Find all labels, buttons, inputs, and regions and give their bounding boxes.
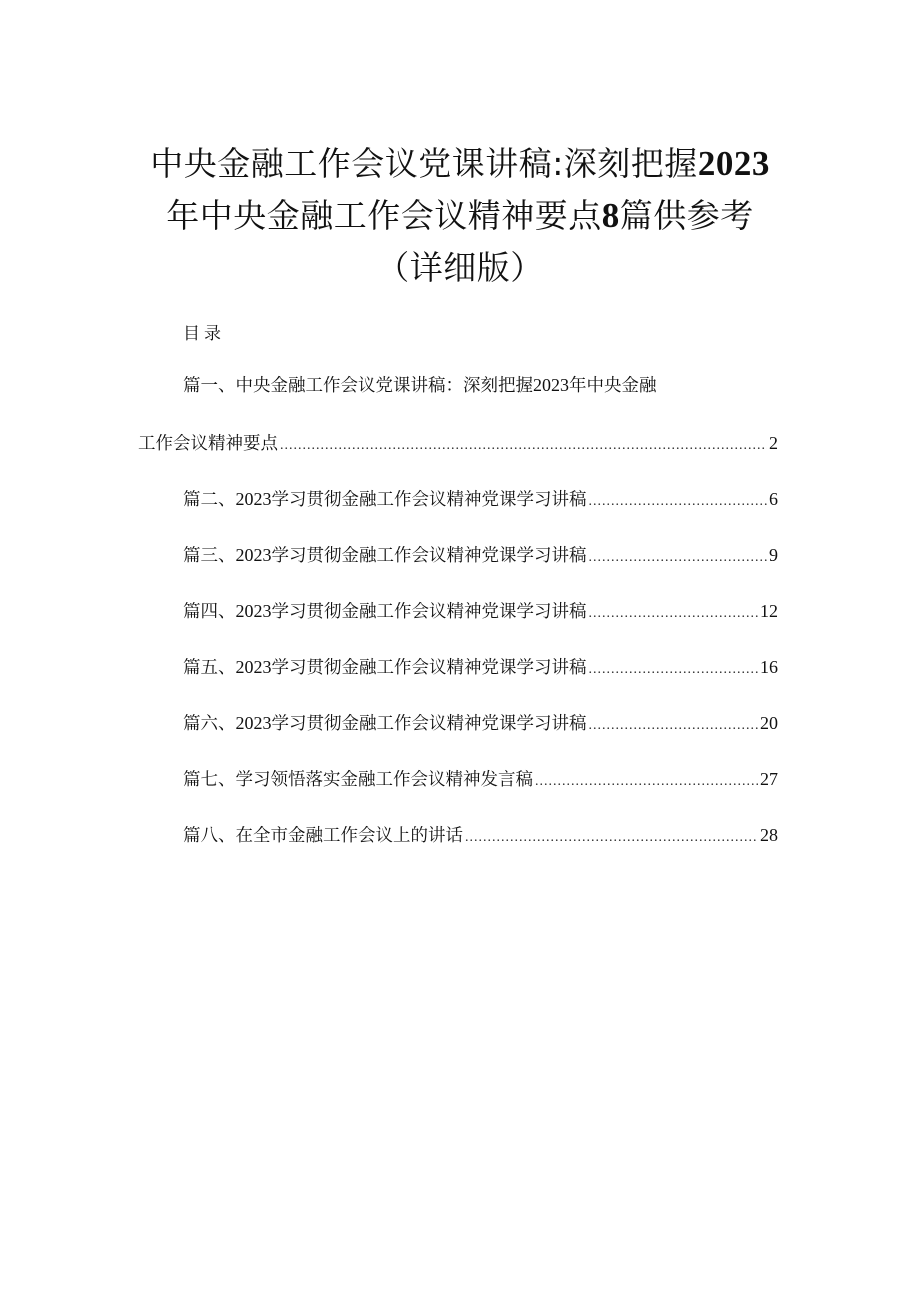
toc-item-label: 学习贯彻金融工作会议精神党课学习讲稿	[271, 658, 587, 678]
toc-item-year: 2023	[235, 713, 272, 733]
toc-item-label-group	[183, 486, 587, 511]
toc-item-year: 2023	[533, 375, 569, 395]
title-text: 中央金融工作会议党课讲稿:深刻把握	[150, 144, 698, 183]
toc-item-year: 2023	[235, 657, 272, 677]
toc-item-page: 20	[760, 713, 778, 733]
toc-item-page: 2	[769, 433, 778, 453]
toc-item-page: 6	[769, 489, 778, 509]
toc-item-prefix: 篇三、	[183, 546, 236, 566]
toc-item-prefix: 篇八、	[183, 826, 236, 846]
toc-item[interactable]	[183, 710, 778, 735]
toc-item[interactable]	[183, 598, 778, 623]
document-title	[120, 138, 800, 294]
toc-item-year: 2023	[235, 545, 272, 565]
toc-item-label-group	[183, 654, 587, 679]
toc-item[interactable]	[183, 542, 778, 567]
toc-item-label: 学习领悟落实金融工作会议精神发言稿	[235, 770, 533, 790]
toc-item-label-group	[183, 542, 587, 567]
toc-item-prefix: 篇四、	[183, 602, 236, 622]
toc-item[interactable]	[183, 766, 778, 791]
title-text: 篇供参考	[619, 196, 754, 235]
toc-item-prefix: 篇五、	[183, 658, 236, 678]
toc-item-page: 9	[769, 545, 778, 565]
title-number: 2023	[697, 144, 770, 183]
toc-item-page: 12	[760, 601, 778, 621]
toc-item-prefix: 篇二、	[183, 490, 236, 510]
title-text: 年中央金融工作会议精神要点	[166, 196, 602, 235]
toc-item-label-group	[183, 598, 587, 623]
toc-item-label: 学习贯彻金融工作会议精神党课学习讲稿	[271, 602, 587, 622]
toc-item-page: 28	[760, 825, 778, 845]
toc-leader-dots	[465, 830, 758, 846]
toc-item-page: 16	[760, 657, 778, 677]
title-number: 8	[601, 196, 620, 235]
toc-item[interactable]	[183, 654, 778, 679]
toc-item-prefix: 篇六、	[183, 714, 236, 734]
toc-item-page: 27	[760, 769, 778, 789]
toc-item-label: 工作会议精神要点	[138, 434, 278, 454]
toc-item-label: 在全市金融工作会议上的讲话	[235, 826, 463, 846]
toc-item-label: 学习贯彻金融工作会议精神党课学习讲稿	[271, 490, 587, 510]
title-text: （详细版）	[376, 248, 544, 287]
toc-leader-dots	[589, 550, 768, 566]
toc-item-year: 2023	[235, 601, 272, 621]
toc-leader-dots	[280, 438, 767, 454]
toc-item-label: 年中央金融	[569, 376, 657, 396]
title-line-1	[120, 138, 800, 190]
toc-item-1-line-1[interactable]	[183, 372, 657, 397]
toc-item-prefix: 篇七、	[183, 770, 236, 790]
toc-leader-dots	[589, 662, 759, 678]
toc-item-label-group	[183, 710, 587, 735]
toc-leader-dots	[589, 718, 759, 734]
toc-item-label-group	[183, 822, 463, 847]
toc-leader-dots	[535, 774, 758, 790]
toc-leader-dots	[589, 494, 768, 510]
toc-heading: 目录	[183, 324, 225, 344]
title-line-2	[120, 190, 800, 242]
toc-item-label: 学习贯彻金融工作会议精神党课学习讲稿	[271, 714, 587, 734]
toc-item-label: 篇一、中央金融工作会议党课讲稿：深刻把握	[183, 376, 533, 396]
toc-leader-dots	[589, 606, 759, 622]
toc-item-year: 2023	[235, 489, 272, 509]
toc-item[interactable]	[183, 486, 778, 511]
toc-item-1-line-2[interactable]	[138, 430, 778, 455]
toc-item-label-group	[183, 766, 533, 791]
title-line-3	[120, 242, 800, 294]
toc-item-label: 学习贯彻金融工作会议精神党课学习讲稿	[271, 546, 587, 566]
toc-item[interactable]	[183, 822, 778, 847]
